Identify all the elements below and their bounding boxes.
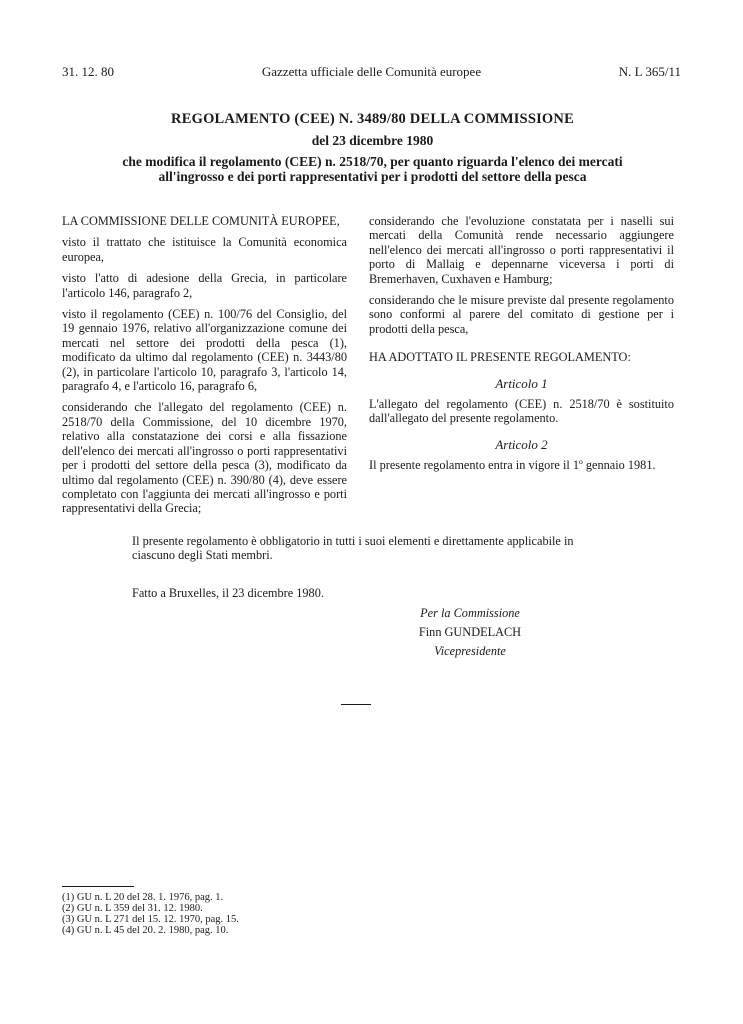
footnote-rule: [62, 886, 134, 887]
signature-block: [400, 604, 540, 661]
header-journal: Gazzetta ufficiale delle Comunità europee: [261, 64, 482, 79]
place-date: Fatto a Bruxelles, il 23 dicembre 1980.: [132, 586, 324, 600]
article-2-text: Il presente regolamento entra in vigore il 1º gennaio 1981.: [369, 458, 656, 473]
signatory-role: Vicepresidente: [434, 644, 506, 658]
footnote-4: (4) GU n. L 45 del 20. 2. 1980, pag. 10.: [62, 925, 229, 936]
regulation-date: del 23 dicembre 1980: [311, 133, 434, 148]
recital-treaty: visto il trattato che istituisce la Comunità economica europea,: [62, 235, 347, 264]
article-1-text: L'allegato del regolamento (CEE) n. 2518/70 è sostituito dall'allegato del presente regolamento.: [369, 397, 674, 426]
footnote-3: (3) GU n. L 271 del 15. 12. 1970, pag. 15.: [62, 914, 239, 925]
left-column: [62, 214, 347, 523]
recital-committee: considerando che le misure previste dal presente regolamento sono conformi al parere del comitato di gestione per i prodotti della pesca,: [369, 293, 674, 336]
header-number: N. L 365/11: [618, 64, 681, 79]
footnote-1: (1) GU n. L 20 del 28. 1. 1976, pag. 1.: [62, 892, 224, 903]
recital-annex-2518-70: considerando che l'allegato del regolamento (CEE) n. 2518/70 della Commissione, del 10 dicembre 1970, relativo alla constatazione dei corsi e alla fissazione dell'elenco dei mercati all'ingrosso o porti rappresentativi per i prodotti del settore della pesca (3), modificato da ultimo dal regolamento (CEE) n. 390/80 (4), deve essere completato con l'aggiunta dei mercati all'ingrosso e porti rappresentativi della Grecia;: [62, 400, 347, 516]
right-column: [369, 214, 674, 480]
article-1-heading: Articolo 1: [495, 375, 548, 391]
page-header: [62, 64, 681, 80]
adopted-statement: HA ADOTTATO IL PRESENTE REGOLAMENTO:: [369, 350, 631, 365]
header-date: 31. 12. 80: [62, 64, 114, 79]
recital-hake: considerando che l'evoluzione constatata per i naselli sui mercati della Comunità rende necessario aggiungere nell'elenco dei mercati all'ingrosso o porti rappresentativi il porto di Mallaig e depennarne viceversa i porti di Bremerhaven, Cuxhaven e Hamburg;: [369, 214, 674, 286]
end-rule: [341, 704, 371, 705]
regulation-title: REGOLAMENTO (CEE) N. 3489/80 DELLA COMMISSIONE: [171, 111, 574, 127]
binding-clause: Il presente regolamento è obbligatorio in tutti i suoi elementi e direttamente applicabile in ciascuno degli Stati membri.: [132, 534, 574, 563]
title-block: [110, 111, 635, 184]
signature-for: Per la Commissione: [420, 606, 520, 620]
footnotes: [62, 892, 239, 936]
preamble-authority: LA COMMISSIONE DELLE COMUNITÀ EUROPEE,: [62, 214, 340, 228]
article-2-heading: Articolo 2: [495, 436, 548, 452]
regulation-subject: che modifica il regolamento (CEE) n. 2518/70, per quanto riguarda l'elenco dei mercati all'ingrosso e dei porti rappresentativi per i prodotti del settore della pesca: [122, 154, 623, 184]
recital-regulation-100-76: visto il regolamento (CEE) n. 100/76 del Consiglio, del 19 gennaio 1976, relativo all'organizzazione comune dei mercati nel settore dei prodotti della pesca (1), modificato da ultimo dal regolamento (CEE) n. 3443/80 (2), in particolare l'articolo 10, paragrafo 3, l'articolo 14, paragrafo 4, e l'articolo 16, paragrafo 6,: [62, 307, 347, 394]
footnote-2: (2) GU n. L 359 del 31. 12. 1980.: [62, 903, 203, 914]
recital-accession: visto l'atto di adesione della Grecia, in particolare l'articolo 146, paragrafo 2,: [62, 271, 347, 300]
signatory-name: Finn GUNDELACH: [418, 625, 522, 639]
